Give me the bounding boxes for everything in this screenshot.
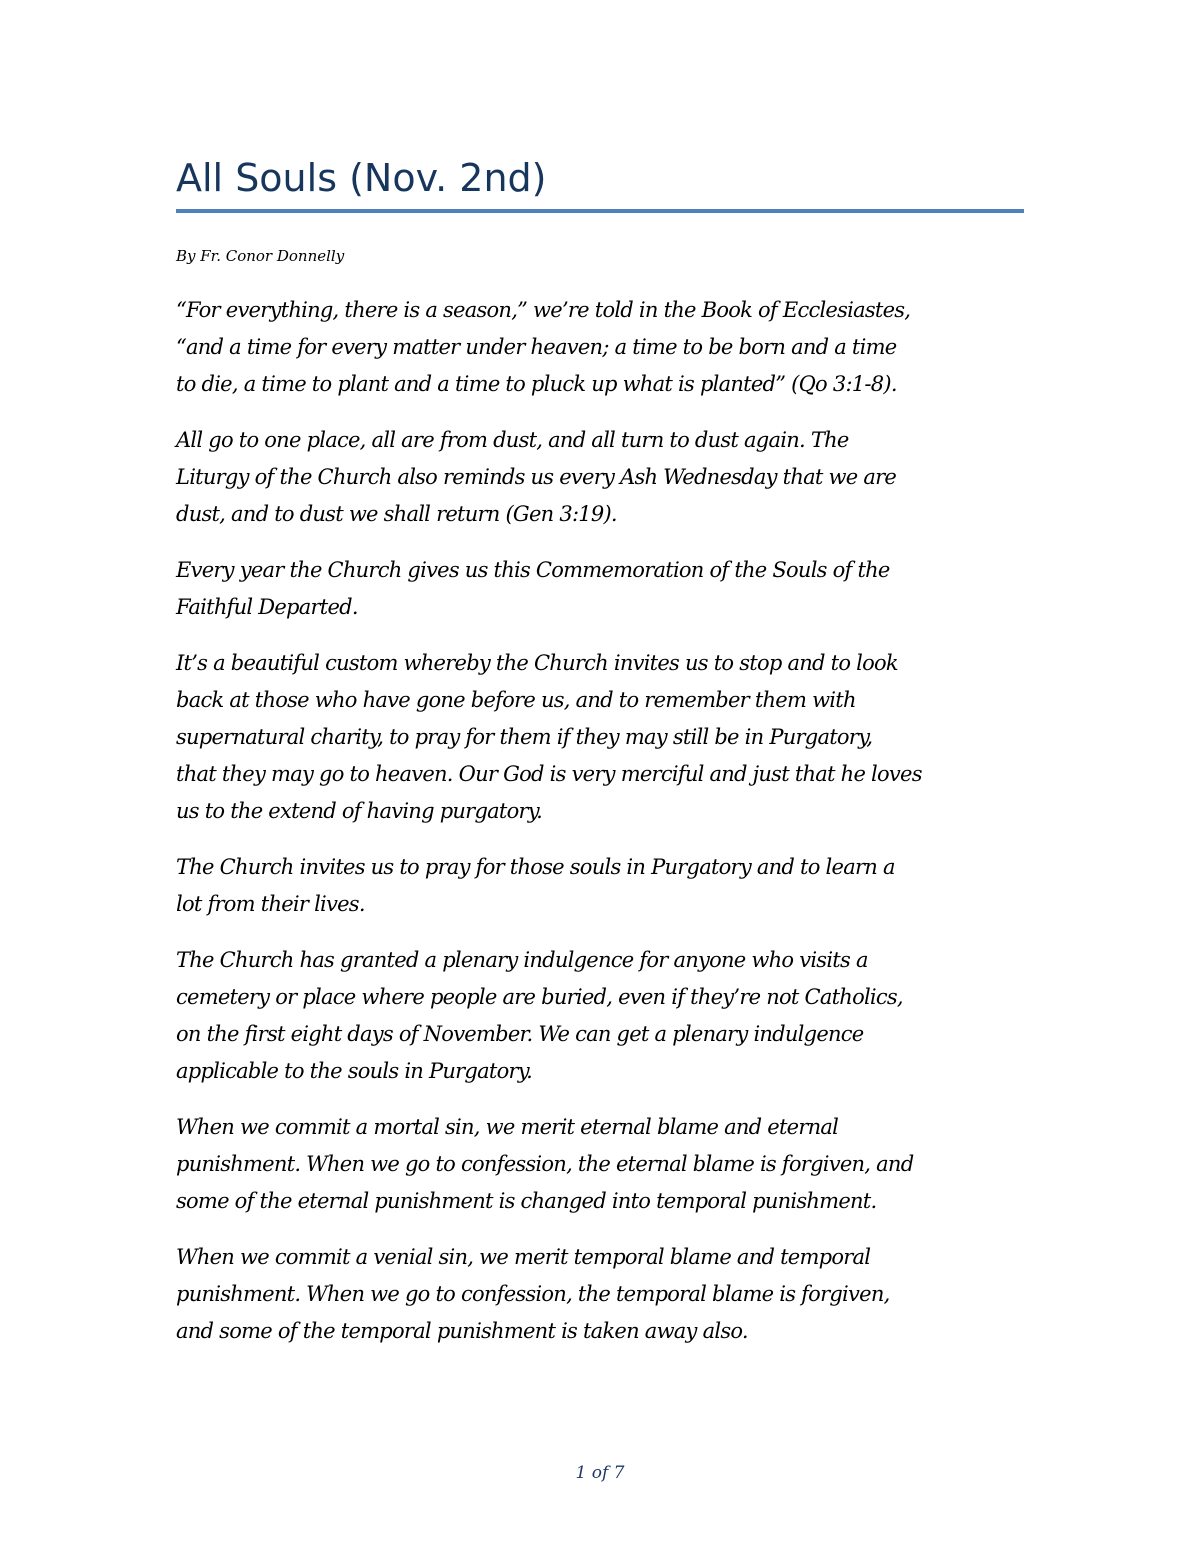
paragraph-line: When we commit a mortal sin, we merit eternal blame and eternal: [176, 1115, 839, 1139]
paragraph-line: us to the extend of having purgatory.: [176, 799, 543, 823]
paragraph-line: that they may go to heaven. Our God is very merciful and just that he loves: [176, 762, 922, 786]
paragraph-line: punishment. When we go to confession, the temporal blame is forgiven,: [176, 1282, 890, 1306]
paragraph-6: [176, 942, 1024, 1090]
paragraph-line: “For everything, there is a season,” we’re told in the Book of Ecclesiastes,: [176, 298, 911, 322]
paragraph-line: lot from their lives.: [176, 892, 365, 916]
paragraph-line: “and a time for every matter under heaven; a time to be born and a time: [176, 335, 897, 359]
page-title: All Souls (Nov. 2nd): [176, 156, 547, 200]
paragraph-1: [176, 292, 1024, 403]
paragraph-8: [176, 1239, 1024, 1350]
paragraph-line: Liturgy of the Church also reminds us every Ash Wednesday that we are: [176, 465, 897, 489]
paragraph-line: The Church has granted a plenary indulgence for anyone who visits a: [176, 948, 868, 972]
paragraph-line: Faithful Departed.: [176, 595, 358, 619]
paragraph-line: some of the eternal punishment is changed into temporal punishment.: [176, 1189, 877, 1213]
paragraph-line: punishment. When we go to confession, the eternal blame is forgiven, and: [176, 1152, 914, 1176]
paragraph-line: to die, a time to plant and a time to pluck up what is planted” (Qo 3:1-8).: [176, 372, 897, 396]
paragraph-line: Every year the Church gives us this Commemoration of the Souls of the: [176, 558, 890, 582]
paragraph-4: [176, 645, 1024, 830]
paragraph-line: and some of the temporal punishment is taken away also.: [176, 1319, 748, 1343]
page-number-footer: 1 of 7: [575, 1463, 625, 1483]
paragraph-line: When we commit a venial sin, we merit temporal blame and temporal: [176, 1245, 871, 1269]
paragraph-3: [176, 552, 1024, 626]
document-body: [176, 292, 1024, 1369]
paragraph-5: [176, 849, 1024, 923]
paragraph-7: [176, 1109, 1024, 1220]
title-underline: [176, 209, 1024, 213]
paragraph-line: supernatural charity, to pray for them if they may still be in Purgatory,: [176, 725, 873, 749]
paragraph-line: on the first eight days of November. We can get a plenary indulgence: [176, 1022, 864, 1046]
paragraph-line: applicable to the souls in Purgatory.: [176, 1059, 533, 1083]
paragraph-line: back at those who have gone before us, and to remember them with: [176, 688, 856, 712]
paragraph-line: The Church invites us to pray for those souls in Purgatory and to learn a: [176, 855, 895, 879]
paragraph-line: It’s a beautiful custom whereby the Church invites us to stop and to look: [176, 651, 898, 675]
paragraph-line: All go to one place, all are from dust, and all turn to dust again. The: [176, 428, 849, 452]
paragraph-2: [176, 422, 1024, 533]
paragraph-line: cemetery or place where people are buried, even if they’re not Catholics,: [176, 985, 903, 1009]
paragraph-line: dust, and to dust we shall return (Gen 3:19).: [176, 502, 617, 526]
author-byline: By Fr. Conor Donnelly: [176, 247, 345, 265]
